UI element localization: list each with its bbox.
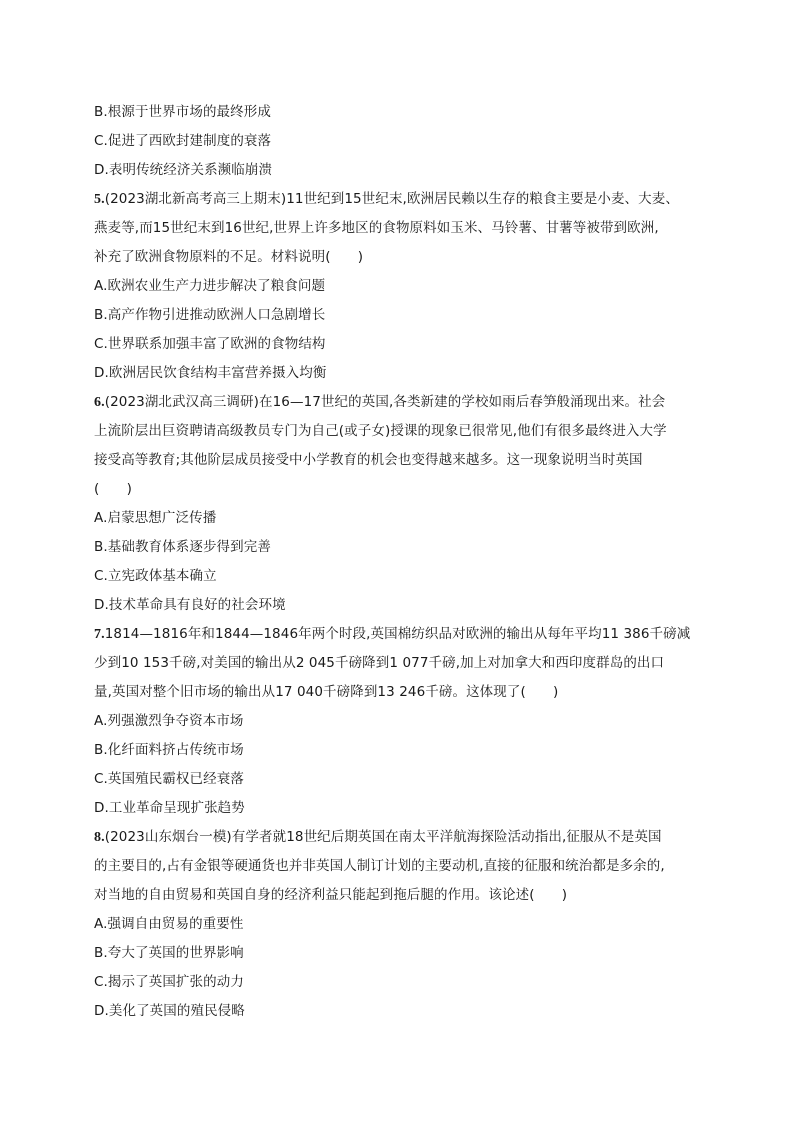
question-number: 6.: [94, 395, 105, 410]
option-b: B.基础教育体系逐步得到完善: [94, 539, 271, 555]
question-5-line-3: 补充了欧洲食物原料的不足。材料说明( ): [94, 249, 364, 265]
option-b: B.化纤面料挤占传统市场: [94, 742, 244, 758]
question-5-line-2: 燕麦等,而15世纪末到16世纪,世界上许多地区的食物原料如玉米、马铃薯、甘薯等被带到欧洲,: [94, 220, 659, 236]
question-text: 1814—1816年和1844—1846年两个时段,英国棉纺织品对欧洲的输出从每年平均11 386千磅减: [104, 626, 691, 642]
question-6-line-2: 上流阶层出巨资聘请高级教员专门为自己(或子女)授课的现象已很常见,他们有很多最终进入大学: [94, 423, 667, 439]
option-a: A.欧洲农业生产力进步解决了粮食问题: [94, 278, 326, 294]
question-8-line-1: [94, 827, 662, 848]
option-c: C.促进了西欧封建制度的衰落: [94, 133, 272, 149]
option-b: B.高产作物引进推动欧洲人口急剧增长: [94, 307, 326, 323]
question-5-line-1: [94, 189, 679, 210]
option-d: D.美化了英国的殖民侵略: [94, 1003, 245, 1019]
option-c: C.揭示了英国扩张的动力: [94, 974, 244, 990]
question-number: 7.: [94, 627, 105, 642]
option-b: B.夸大了英国的世界影响: [94, 945, 244, 961]
question-7-line-2: 少到10 153千磅,对美国的输出从2 045千磅降到1 077千磅,加上对加拿大和西印度群岛的出口: [94, 655, 665, 671]
option-d: D.欧洲居民饮食结构丰富营养摄入均衡: [94, 365, 327, 381]
option-b: B.根源于世界市场的最终形成: [94, 104, 271, 120]
option-d: D.技术革命具有良好的社会环境: [94, 597, 286, 613]
question-7-line-3: 量,英国对整个旧市场的输出从17 040千磅降到13 246千磅。这体现了( ): [94, 684, 559, 700]
option-d: D.表明传统经济关系濒临崩溃: [94, 162, 273, 178]
question-text: (2023湖北武汉高三调研)在16—17世纪的英国,各类新建的学校如雨后春笋般涌现出来。社会: [104, 394, 666, 410]
question-8-line-3: 对当地的自由贸易和英国自身的经济利益只能起到拖后腿的作用。该论述( ): [94, 887, 568, 903]
question-6-line-3: 接受高等教育;其他阶层成员接受中小学教育的机会也变得越来越多。这一现象说明当时英国: [94, 452, 643, 468]
question-number: 8.: [94, 830, 105, 845]
question-6-line-1: [94, 392, 665, 413]
option-c: C.立宪政体基本确立: [94, 568, 217, 584]
option-c: C.世界联系加强丰富了欧洲的食物结构: [94, 336, 326, 352]
question-text: (2023山东烟台一模)有学者就18世纪后期英国在南太平洋航海探险活动指出,征服从不是英国: [104, 829, 662, 845]
question-6-line-4: ( ): [94, 481, 132, 497]
question-8-line-2: 的主要目的,占有金银等硬通货也并非英国人制订计划的主要动机,直接的征服和统治都是多余的,: [94, 858, 665, 874]
option-a: A.强调自由贸易的重要性: [94, 916, 244, 932]
option-a: A.列强激烈争夺资本市场: [94, 713, 244, 729]
question-7-line-1: [94, 624, 690, 645]
option-d: D.工业革命呈现扩张趋势: [94, 800, 245, 816]
option-a: A.启蒙思想广泛传播: [94, 510, 217, 526]
question-number: 5.: [94, 192, 105, 207]
option-c: C.英国殖民霸权已经衰落: [94, 771, 244, 787]
question-text: (2023湖北新高考高三上期末)11世纪到15世纪末,欧洲居民赖以生存的粮食主要是小麦、大麦、: [104, 191, 679, 207]
